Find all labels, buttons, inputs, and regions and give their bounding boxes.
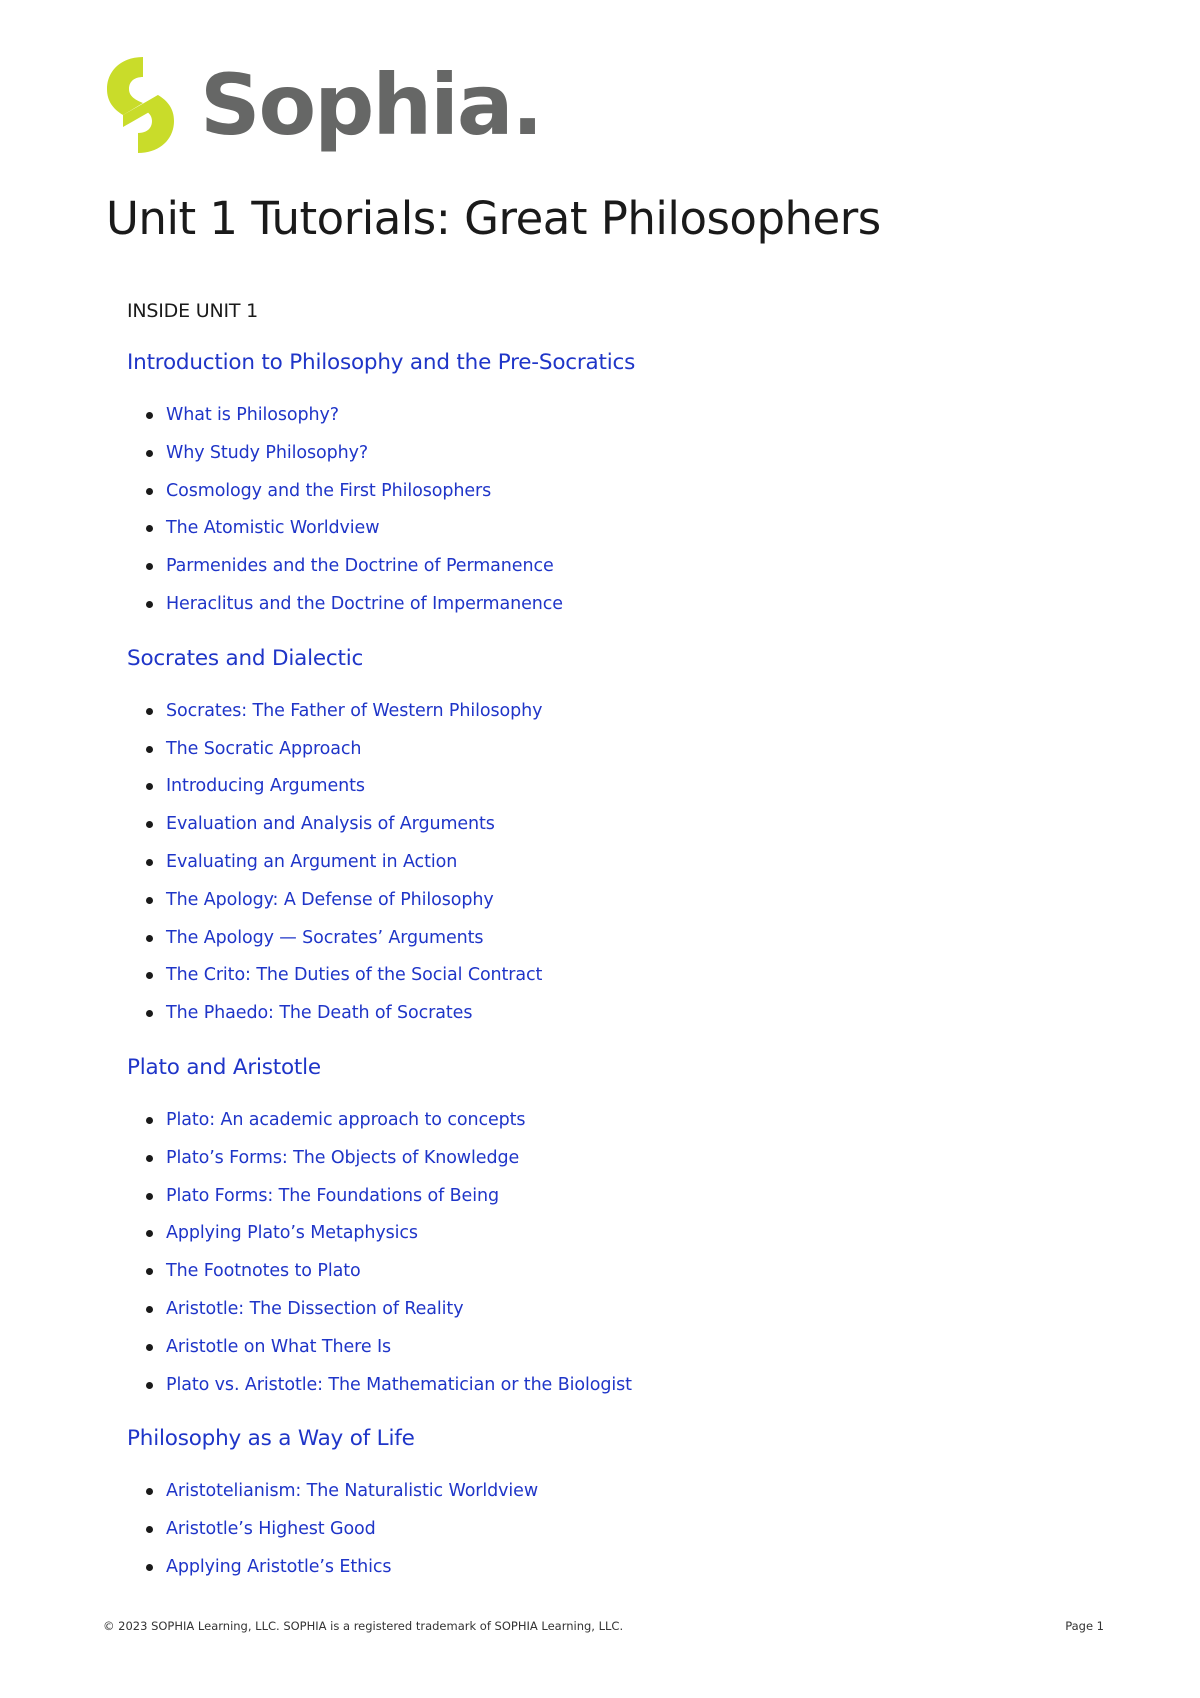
sections-list: [127, 350, 1127, 1587]
tutorial-link[interactable]: Plato vs. Aristotle: The Mathematician or the Biologist: [127, 1367, 1127, 1405]
tutorial-link[interactable]: Cosmology and the First Philosophers: [127, 473, 1127, 511]
tutorial-link[interactable]: Plato’s Forms: The Objects of Knowledge: [127, 1140, 1127, 1178]
tutorial-list: [127, 693, 1127, 1033]
tutorial-link[interactable]: The Footnotes to Plato: [127, 1253, 1127, 1291]
tutorial-link[interactable]: The Socratic Approach: [127, 731, 1127, 769]
tutorial-link[interactable]: Aristotle’s Highest Good: [127, 1511, 1127, 1549]
tutorial-link[interactable]: Aristotle on What There Is: [127, 1329, 1127, 1367]
inside-unit-label: INSIDE UNIT 1: [127, 300, 259, 322]
tutorial-list: [127, 397, 1127, 624]
sophia-wordmark: Sophia.: [200, 56, 542, 154]
sophia-s-mark-icon: [103, 55, 178, 155]
tutorial-link[interactable]: Applying Plato’s Metaphysics: [127, 1215, 1127, 1253]
tutorial-list: [127, 1473, 1127, 1586]
tutorial-link[interactable]: What is Philosophy?: [127, 397, 1127, 435]
section-title[interactable]: Plato and Aristotle: [127, 1054, 321, 1080]
tutorial-link[interactable]: Aristotelianism: The Naturalistic Worldview: [127, 1473, 1127, 1511]
page-footer: [103, 1619, 1104, 1633]
tutorial-link[interactable]: Evaluation and Analysis of Arguments: [127, 806, 1127, 844]
tutorial-link[interactable]: The Apology — Socrates’ Arguments: [127, 920, 1127, 958]
copyright-text: © 2023 SOPHIA Learning, LLC. SOPHIA is a registered trademark of SOPHIA Learning, LLC.: [103, 1619, 624, 1633]
tutorial-link[interactable]: The Atomistic Worldview: [127, 510, 1127, 548]
tutorial-link[interactable]: Socrates: The Father of Western Philosophy: [127, 693, 1127, 731]
sophia-logo: [103, 55, 542, 155]
page-title: Unit 1 Tutorials: Great Philosophers: [106, 192, 881, 245]
tutorial-link[interactable]: Aristotle: The Dissection of Reality: [127, 1291, 1127, 1329]
tutorial-link[interactable]: Evaluating an Argument in Action: [127, 844, 1127, 882]
tutorial-link[interactable]: The Apology: A Defense of Philosophy: [127, 882, 1127, 920]
tutorial-link[interactable]: Plato Forms: The Foundations of Being: [127, 1178, 1127, 1216]
tutorial-link[interactable]: Plato: An academic approach to concepts: [127, 1102, 1127, 1140]
tutorial-link[interactable]: Why Study Philosophy?: [127, 435, 1127, 473]
tutorial-link[interactable]: Heraclitus and the Doctrine of Impermanence: [127, 586, 1127, 624]
section-title[interactable]: Socrates and Dialectic: [127, 645, 364, 671]
tutorial-link[interactable]: The Phaedo: The Death of Socrates: [127, 995, 1127, 1033]
tutorial-link[interactable]: Parmenides and the Doctrine of Permanence: [127, 548, 1127, 586]
tutorial-link[interactable]: Introducing Arguments: [127, 768, 1127, 806]
section-title[interactable]: Philosophy as a Way of Life: [127, 1426, 415, 1452]
page-number: Page 1: [1065, 1619, 1104, 1633]
tutorial-link[interactable]: Applying Aristotle’s Ethics: [127, 1549, 1127, 1587]
tutorial-link[interactable]: The Crito: The Duties of the Social Contract: [127, 957, 1127, 995]
tutorial-list: [127, 1102, 1127, 1404]
section-title[interactable]: Introduction to Philosophy and the Pre-Socratics: [127, 350, 636, 375]
unit-contents: [127, 300, 1127, 1609]
